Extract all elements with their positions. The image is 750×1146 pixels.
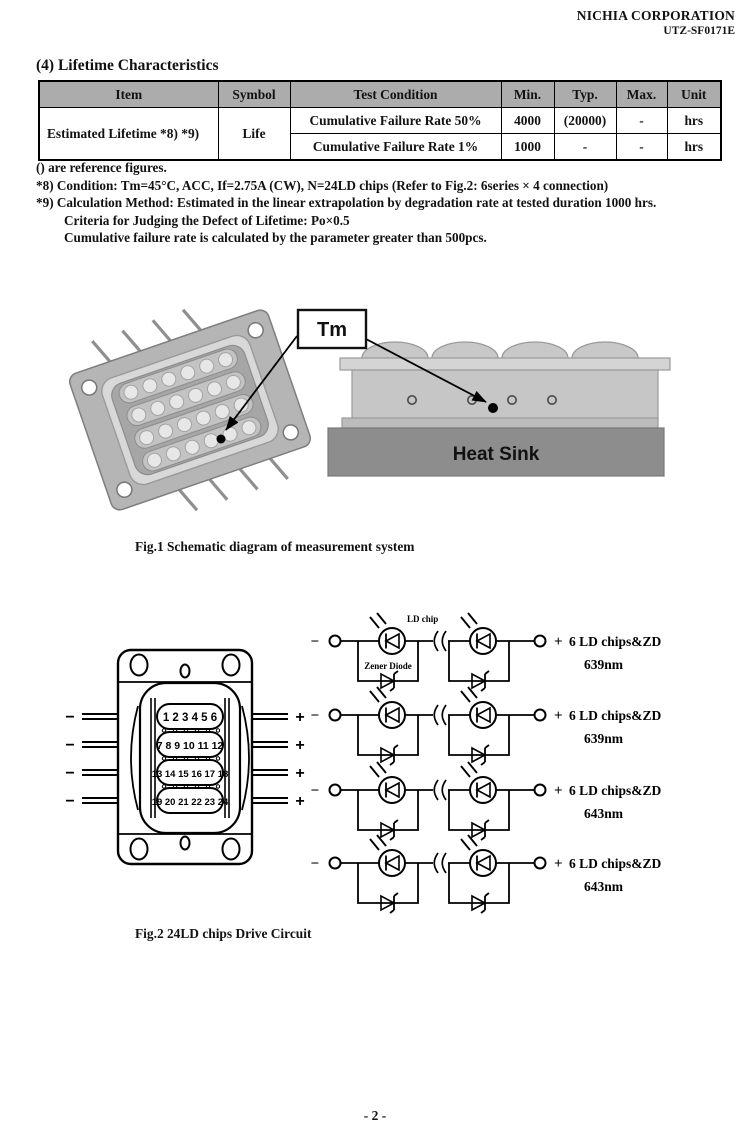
heat-sink-label: Heat Sink	[452, 444, 540, 465]
unit-cell: hrs	[667, 108, 721, 134]
page-number: - 2 -	[363, 1108, 387, 1123]
wire-break-symbol	[433, 704, 448, 726]
terminal-pos	[535, 710, 546, 721]
terminal-neg	[330, 858, 341, 869]
fig2-drive-circuit	[60, 598, 728, 920]
circuit-row-label: 6 LD chips&ZD	[569, 708, 662, 723]
pin-plus-sign: +	[295, 737, 305, 754]
pin-minus-sign: −	[65, 709, 75, 726]
pin-plus-sign: +	[295, 765, 305, 782]
condition-cell: Cumulative Failure Rate 50%	[290, 108, 501, 134]
terminal-pos	[535, 785, 546, 796]
circuit-row-wavelength: 639nm	[584, 657, 624, 672]
col-test-condition: Test Condition	[290, 81, 501, 108]
circuit-row-1	[310, 613, 661, 691]
ld-chip-symbol	[370, 835, 405, 876]
tm-point-left	[217, 435, 226, 444]
footnote-line: Cumulative failure rate is calculated by the parameter greater than 500pcs.	[64, 230, 487, 246]
ld-chip-symbol	[461, 613, 496, 654]
plus-sign: +	[554, 634, 563, 650]
unit-cell: hrs	[667, 134, 721, 161]
company-name: NICHIA CORPORATION	[576, 8, 735, 23]
ld-chip-symbol	[370, 687, 405, 728]
circuit-row-4	[310, 835, 661, 913]
min-cell: 4000	[501, 108, 554, 134]
circuit-row-wavelength: 643nm	[584, 879, 624, 894]
typ-cell: (20000)	[554, 108, 616, 134]
max-cell: -	[616, 134, 667, 161]
col-symbol: Symbol	[218, 81, 290, 108]
minus-sign: −	[310, 783, 319, 799]
ld-chip-symbol	[461, 687, 496, 728]
circuit-row-2	[310, 687, 661, 765]
terminal-neg	[330, 710, 341, 721]
chip-row-numbers: 13 14 15 16 17 18	[151, 769, 229, 780]
tm-point-right	[488, 403, 498, 413]
pin-plus-sign: +	[295, 793, 305, 810]
package-top-view	[65, 650, 304, 864]
plus-sign: +	[554, 783, 563, 799]
col-max: Max.	[616, 81, 667, 108]
plus-sign: +	[554, 856, 563, 872]
circuit-row-label: 6 LD chips&ZD	[569, 856, 662, 871]
max-cell: -	[616, 108, 667, 134]
footnote-line: Criteria for Judging the Defect of Lifetime: Po×0.5	[64, 212, 350, 228]
fig2-caption: Fig.2 24LD chips Drive Circuit	[135, 926, 312, 941]
wire-break-symbol	[433, 779, 448, 801]
ld-chip-symbol	[370, 613, 405, 654]
terminal-neg	[330, 636, 341, 647]
chip-row-numbers: 1 2 3 4 5 6	[162, 712, 218, 724]
min-cell: 1000	[501, 134, 554, 161]
minus-sign: −	[310, 634, 319, 650]
footnote-line: *8) Condition: Tm=45°C, ACC, If=2.75A (CW), N=24LD chips (Refer to Fig.2: 6series × 4 connection)	[36, 177, 609, 193]
col-unit: Unit	[667, 81, 721, 108]
pin-minus-sign: −	[65, 737, 75, 754]
document-id: UTZ-SF0171E	[663, 25, 735, 37]
footnote-line: () are reference figures.	[36, 160, 167, 175]
fig1-measurement-schematic	[40, 282, 720, 534]
terminal-pos	[535, 858, 546, 869]
col-min: Min.	[501, 81, 554, 108]
ld-chip-symbol	[461, 835, 496, 876]
terminal-neg	[330, 785, 341, 796]
pin-plus-sign: +	[295, 709, 305, 726]
wire-break-symbol	[433, 852, 448, 874]
minus-sign: −	[310, 856, 319, 872]
circuit-row-label: 6 LD chips&ZD	[569, 783, 662, 798]
ld-chip-symbol	[461, 762, 496, 803]
module-side-view	[328, 342, 670, 476]
terminal-pos	[535, 636, 546, 647]
circuit-row-wavelength: 639nm	[584, 731, 624, 746]
chip-row-numbers: 19 20 21 22 23 24	[151, 797, 229, 808]
pin-minus-sign: −	[65, 793, 75, 810]
condition-cell: Cumulative Failure Rate 1%	[290, 134, 501, 161]
circuit-row-wavelength: 643nm	[584, 806, 624, 821]
col-item: Item	[39, 81, 218, 108]
fig1-caption: Fig.1 Schematic diagram of measurement system	[135, 539, 415, 554]
item-cell: Estimated Lifetime *8) *9)	[39, 108, 218, 161]
zener-diode-label: Zener Diode	[364, 661, 412, 671]
col-typ: Typ.	[554, 81, 616, 108]
wire-break-symbol	[433, 630, 448, 652]
footnote-line: *9) Calculation Method: Estimated in the linear extrapolation by degradation rate at tested duration 1000 hrs.	[36, 195, 657, 211]
typ-cell: -	[554, 134, 616, 161]
tm-label: Tm	[317, 319, 347, 341]
footnotes	[36, 159, 736, 247]
chip-row-numbers: 7 8 9 10 11 12	[156, 740, 224, 752]
section-title: (4) Lifetime Characteristics	[36, 57, 219, 74]
ld-module-isometric	[59, 284, 321, 534]
circuit-row-label: 6 LD chips&ZD	[569, 634, 662, 649]
lifetime-table	[38, 80, 722, 161]
plus-sign: +	[554, 708, 563, 724]
table-header-row	[39, 81, 721, 108]
ld-chip-label: LD chip	[407, 614, 439, 624]
table-row	[39, 108, 721, 134]
minus-sign: −	[310, 708, 319, 724]
ld-chip-symbol	[370, 762, 405, 803]
pin-minus-sign: −	[65, 765, 75, 782]
circuit-row-3	[310, 762, 661, 840]
symbol-cell: Life	[218, 108, 290, 161]
